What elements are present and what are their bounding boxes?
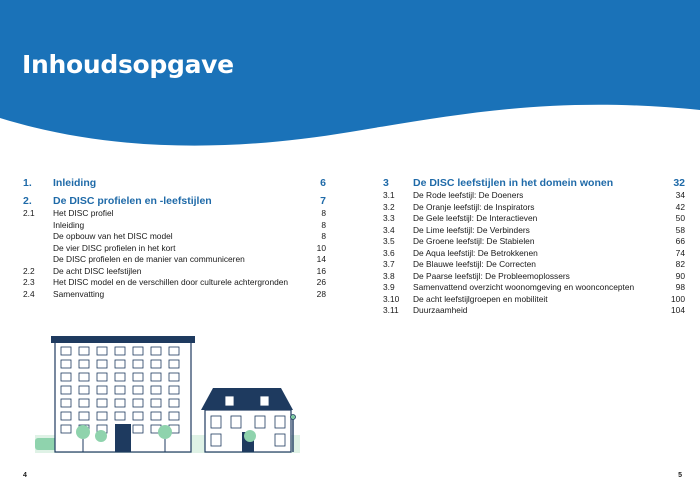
toc-title: De Groene leefstijl: De Stabielen <box>413 236 535 246</box>
toc-title: De Aqua leefstijl: De Betrokkenen <box>413 247 538 258</box>
window-icon <box>169 399 179 407</box>
toc-page: 104 <box>671 305 685 315</box>
toc-title: De Paarse leefstijl: De Probleemoplossers <box>413 270 570 281</box>
toc-heading[interactable] <box>383 176 685 190</box>
toc-entry[interactable] <box>23 243 326 255</box>
toc-number: 2.3 <box>23 277 35 287</box>
toc-title: Het DISC model en de verschillen door culturele achtergronden <box>53 277 289 287</box>
header-banner <box>0 0 700 160</box>
toc-heading[interactable] <box>23 194 326 208</box>
toc-entry[interactable] <box>383 259 685 271</box>
toc-title: De Blauwe leefstijl: De Correcten <box>413 259 536 269</box>
window-icon <box>169 347 179 355</box>
toc-entry[interactable] <box>23 289 326 301</box>
window-icon <box>61 386 71 394</box>
toc-number: 3.2 <box>383 201 395 212</box>
toc-number: 2.1 <box>23 208 35 218</box>
window-icon <box>61 425 71 433</box>
window-icon <box>151 360 161 368</box>
window-icon <box>169 386 179 394</box>
window-icon <box>133 386 143 394</box>
toc-entry[interactable] <box>383 202 685 214</box>
toc-title: De Rode leefstijl: De Doeners <box>413 190 524 200</box>
window-icon <box>133 373 143 381</box>
toc-column-left <box>23 176 326 300</box>
toc-page: 90 <box>675 270 685 281</box>
toc-number: 3.11 <box>383 305 399 315</box>
buildings-illustration <box>35 332 300 457</box>
toc-title: De acht DISC leefstijlen <box>53 265 142 276</box>
toc-number: 3.5 <box>383 236 395 246</box>
window-icon <box>61 399 71 407</box>
toc-page: 74 <box>675 247 685 258</box>
toc-page: 16 <box>316 265 326 276</box>
toc-number: 3.3 <box>383 213 395 223</box>
toc-entry[interactable] <box>23 231 326 243</box>
window-icon <box>151 412 161 420</box>
toc-page: 28 <box>316 288 326 299</box>
window-icon <box>97 360 107 368</box>
window-icon <box>151 373 161 381</box>
toc-page: 6 <box>320 177 326 189</box>
window-icon <box>97 386 107 394</box>
toc-title: De acht leefstijlgroepen en mobiliteit <box>413 293 548 304</box>
toc-number: 3.8 <box>383 270 395 281</box>
toc-number: 3 <box>383 177 389 189</box>
toc-entry[interactable] <box>383 305 685 317</box>
toc-number: 3.7 <box>383 259 395 269</box>
window-icon <box>97 399 107 407</box>
toc-title: De DISC leefstijlen in het domein wonen <box>413 177 614 189</box>
window-icon <box>133 360 143 368</box>
toc-title: Het DISC profiel <box>53 208 114 218</box>
window-icon <box>61 412 71 420</box>
toc-entry[interactable] <box>23 277 326 289</box>
window-icon <box>79 399 89 407</box>
toc-entry[interactable] <box>383 294 685 306</box>
toc-number: 2. <box>23 195 32 207</box>
window-icon <box>133 399 143 407</box>
window-icon <box>115 399 125 407</box>
page-title: Inhoudsopgave <box>22 50 234 79</box>
toc-title: Duurzaamheid <box>413 305 468 315</box>
window-icon <box>97 412 107 420</box>
toc-page: 58 <box>675 224 685 235</box>
toc-title: Samenvatting <box>53 288 105 299</box>
toc-page: 42 <box>675 201 685 212</box>
toc-entry[interactable] <box>383 271 685 283</box>
toc-number: 1. <box>23 177 32 189</box>
toc-page: 8 <box>321 231 326 241</box>
window-icon <box>133 425 143 433</box>
window-icon <box>151 399 161 407</box>
toc-heading[interactable] <box>23 176 326 190</box>
toc-page: 100 <box>671 293 685 304</box>
window-icon <box>97 373 107 381</box>
toc-entry[interactable] <box>23 208 326 220</box>
window-icon <box>169 373 179 381</box>
toc-page: 26 <box>316 277 326 287</box>
toc-page: 7 <box>320 195 326 207</box>
toc-column-right <box>383 176 685 317</box>
toc-page: 34 <box>675 190 685 200</box>
window-icon <box>115 373 125 381</box>
window-icon <box>79 412 89 420</box>
window-icon <box>61 347 71 355</box>
toc-page: 10 <box>316 242 326 253</box>
toc-entry[interactable] <box>383 225 685 237</box>
window-icon <box>133 347 143 355</box>
window-icon <box>61 373 71 381</box>
toc-number: 3.6 <box>383 247 395 258</box>
toc-entry[interactable] <box>383 190 685 202</box>
toc-entry[interactable] <box>383 213 685 225</box>
page-number-right: 5 <box>678 472 682 479</box>
window-icon <box>151 386 161 394</box>
toc-number: 2.2 <box>23 265 35 276</box>
toc-number: 2.4 <box>23 288 35 299</box>
toc-title: De vier DISC profielen in het kort <box>53 242 176 253</box>
toc-title: Inleiding <box>53 219 85 230</box>
window-icon <box>79 386 89 394</box>
toc-entry[interactable] <box>23 220 326 232</box>
toc-number: 3.9 <box>383 282 395 292</box>
toc-number: 3.1 <box>383 190 395 200</box>
toc-page: 8 <box>321 219 326 230</box>
window-icon <box>169 360 179 368</box>
toc-page: 98 <box>675 282 685 292</box>
window-icon <box>79 373 89 381</box>
page-number-left: 4 <box>23 472 27 479</box>
toc-entry[interactable] <box>383 248 685 260</box>
toc-entry[interactable] <box>383 236 685 248</box>
window-icon <box>115 360 125 368</box>
toc-page: 66 <box>675 236 685 246</box>
window-icon <box>151 347 161 355</box>
toc-page: 50 <box>675 213 685 223</box>
toc-title: De Oranje leefstijl: de Inspirators <box>413 201 535 212</box>
window-icon <box>169 412 179 420</box>
toc-title: De opbouw van het DISC model <box>53 231 173 241</box>
window-icon <box>79 347 89 355</box>
toc-entry[interactable] <box>383 282 685 294</box>
toc-title: Inleiding <box>53 177 97 189</box>
toc-page: 8 <box>321 208 326 218</box>
toc-page: 32 <box>673 177 685 189</box>
toc-title: De DISC profielen en -leefstijlen <box>53 195 212 207</box>
toc-page: 82 <box>675 259 685 269</box>
toc-entry[interactable] <box>23 254 326 266</box>
toc-title: De Lime leefstijl: De Verbinders <box>413 224 530 235</box>
toc-title: Samenvattend overzicht woonomgeving en woonconcepten <box>413 282 635 292</box>
window-icon <box>133 412 143 420</box>
toc-number: 3.4 <box>383 224 395 235</box>
toc-page: 14 <box>316 254 326 264</box>
toc-entry[interactable] <box>23 266 326 278</box>
window-icon <box>97 347 107 355</box>
toc-number: 3.10 <box>383 293 400 304</box>
window-icon <box>115 386 125 394</box>
window-icon <box>115 412 125 420</box>
window-icon <box>61 360 71 368</box>
toc-title: De DISC profielen en de manier van communiceren <box>53 254 245 264</box>
window-icon <box>115 347 125 355</box>
toc-title: De Gele leefstijl: De Interactieven <box>413 213 538 223</box>
window-icon <box>79 360 89 368</box>
